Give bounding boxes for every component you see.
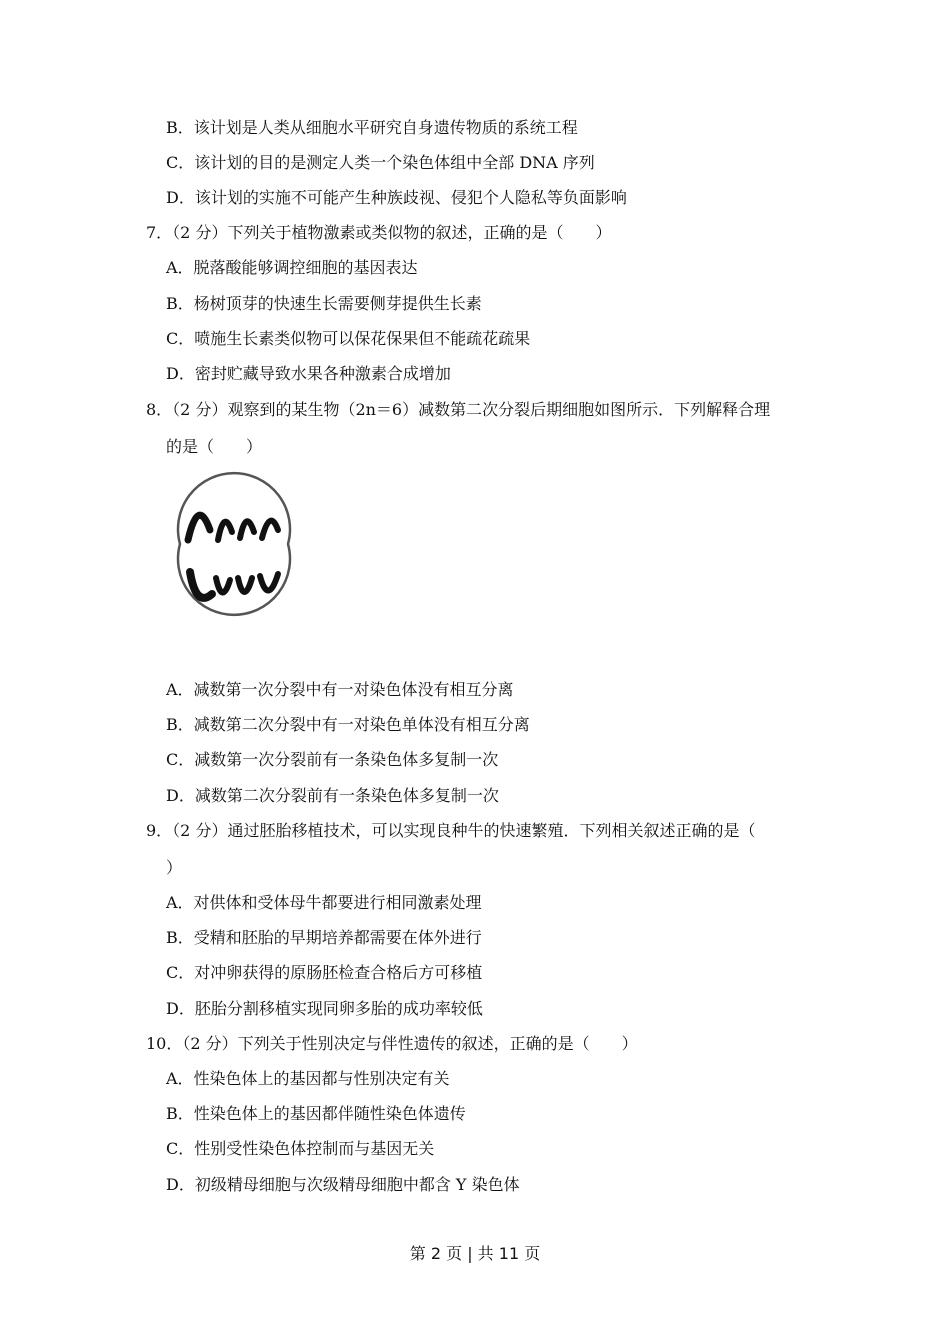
- q7-stem: 7．（2 分）下列关于植物激素或类似物的叙述，正确的是（ ）: [146, 223, 612, 242]
- q9-option-a: A．对供体和受体母牛都要进行相同激素处理: [166, 893, 482, 912]
- q9-option-c: C．对冲卵获得的原肠胚检查合格后方可移植: [166, 963, 483, 982]
- q9-stem: 9．（2 分）通过胚胎移植技术，可以实现良种牛的快速繁殖．下列相关叙述正确的是（: [146, 821, 756, 840]
- cell-division-figure: [160, 468, 310, 650]
- q6-option-c: C．该计划的目的是测定人类一个染色体组中全部 DNA 序列: [166, 153, 595, 172]
- q8-stem: 8．（2 分）观察到的某生物（2n＝6）减数第二次分裂后期细胞如图所示．下列解释合理: [146, 400, 771, 419]
- q7-option-a: A．脱落酸能够调控细胞的基因表达: [166, 258, 418, 277]
- q9-option-d: D．胚胎分割移植实现同卵多胎的成功率较低: [166, 999, 483, 1018]
- q7-option-b: B．杨树顶芽的快速生长需要侧芽提供生长素: [166, 294, 482, 313]
- q10-option-c: C．性别受性染色体控制而与基因无关: [166, 1139, 435, 1158]
- q6-option-d: D．该计划的实施不可能产生种族歧视、侵犯个人隐私等负面影响: [166, 188, 627, 207]
- q8-option-a: A．减数第一次分裂中有一对染色体没有相互分离: [166, 680, 514, 699]
- q9-stem-cont: ）: [166, 858, 183, 877]
- q6-option-b: B．该计划是人类从细胞水平研究自身遗传物质的系统工程: [166, 118, 578, 137]
- q8-option-d: D．减数第二次分裂前有一条染色体多复制一次: [166, 786, 499, 805]
- q10-option-a: A．性染色体上的基因都与性别决定有关: [166, 1069, 450, 1088]
- q7-option-d: D．密封贮藏导致水果各种激素合成增加: [166, 364, 451, 383]
- q8-stem-cont: 的是（ ）: [166, 437, 263, 456]
- q10-stem: 10．（2 分）下列关于性别决定与伴性遗传的叙述，正确的是（ ）: [146, 1034, 638, 1053]
- q10-option-d: D．初级精母细胞与次级精母细胞中都含 Y 染色体: [166, 1175, 520, 1194]
- q8-option-c: C．减数第一次分裂前有一条染色体多复制一次: [166, 750, 499, 769]
- q8-option-b: B．减数第二次分裂中有一对染色单体没有相互分离: [166, 715, 530, 734]
- q7-option-c: C．喷施生长素类似物可以保花保果但不能疏花疏果: [166, 329, 531, 348]
- q10-option-b: B．性染色体上的基因都伴随性染色体遗传: [166, 1104, 466, 1123]
- q9-option-b: B．受精和胚胎的早期培养都需要在体外进行: [166, 928, 482, 947]
- page-footer: 第 2 页 | 共 11 页: [409, 1244, 541, 1263]
